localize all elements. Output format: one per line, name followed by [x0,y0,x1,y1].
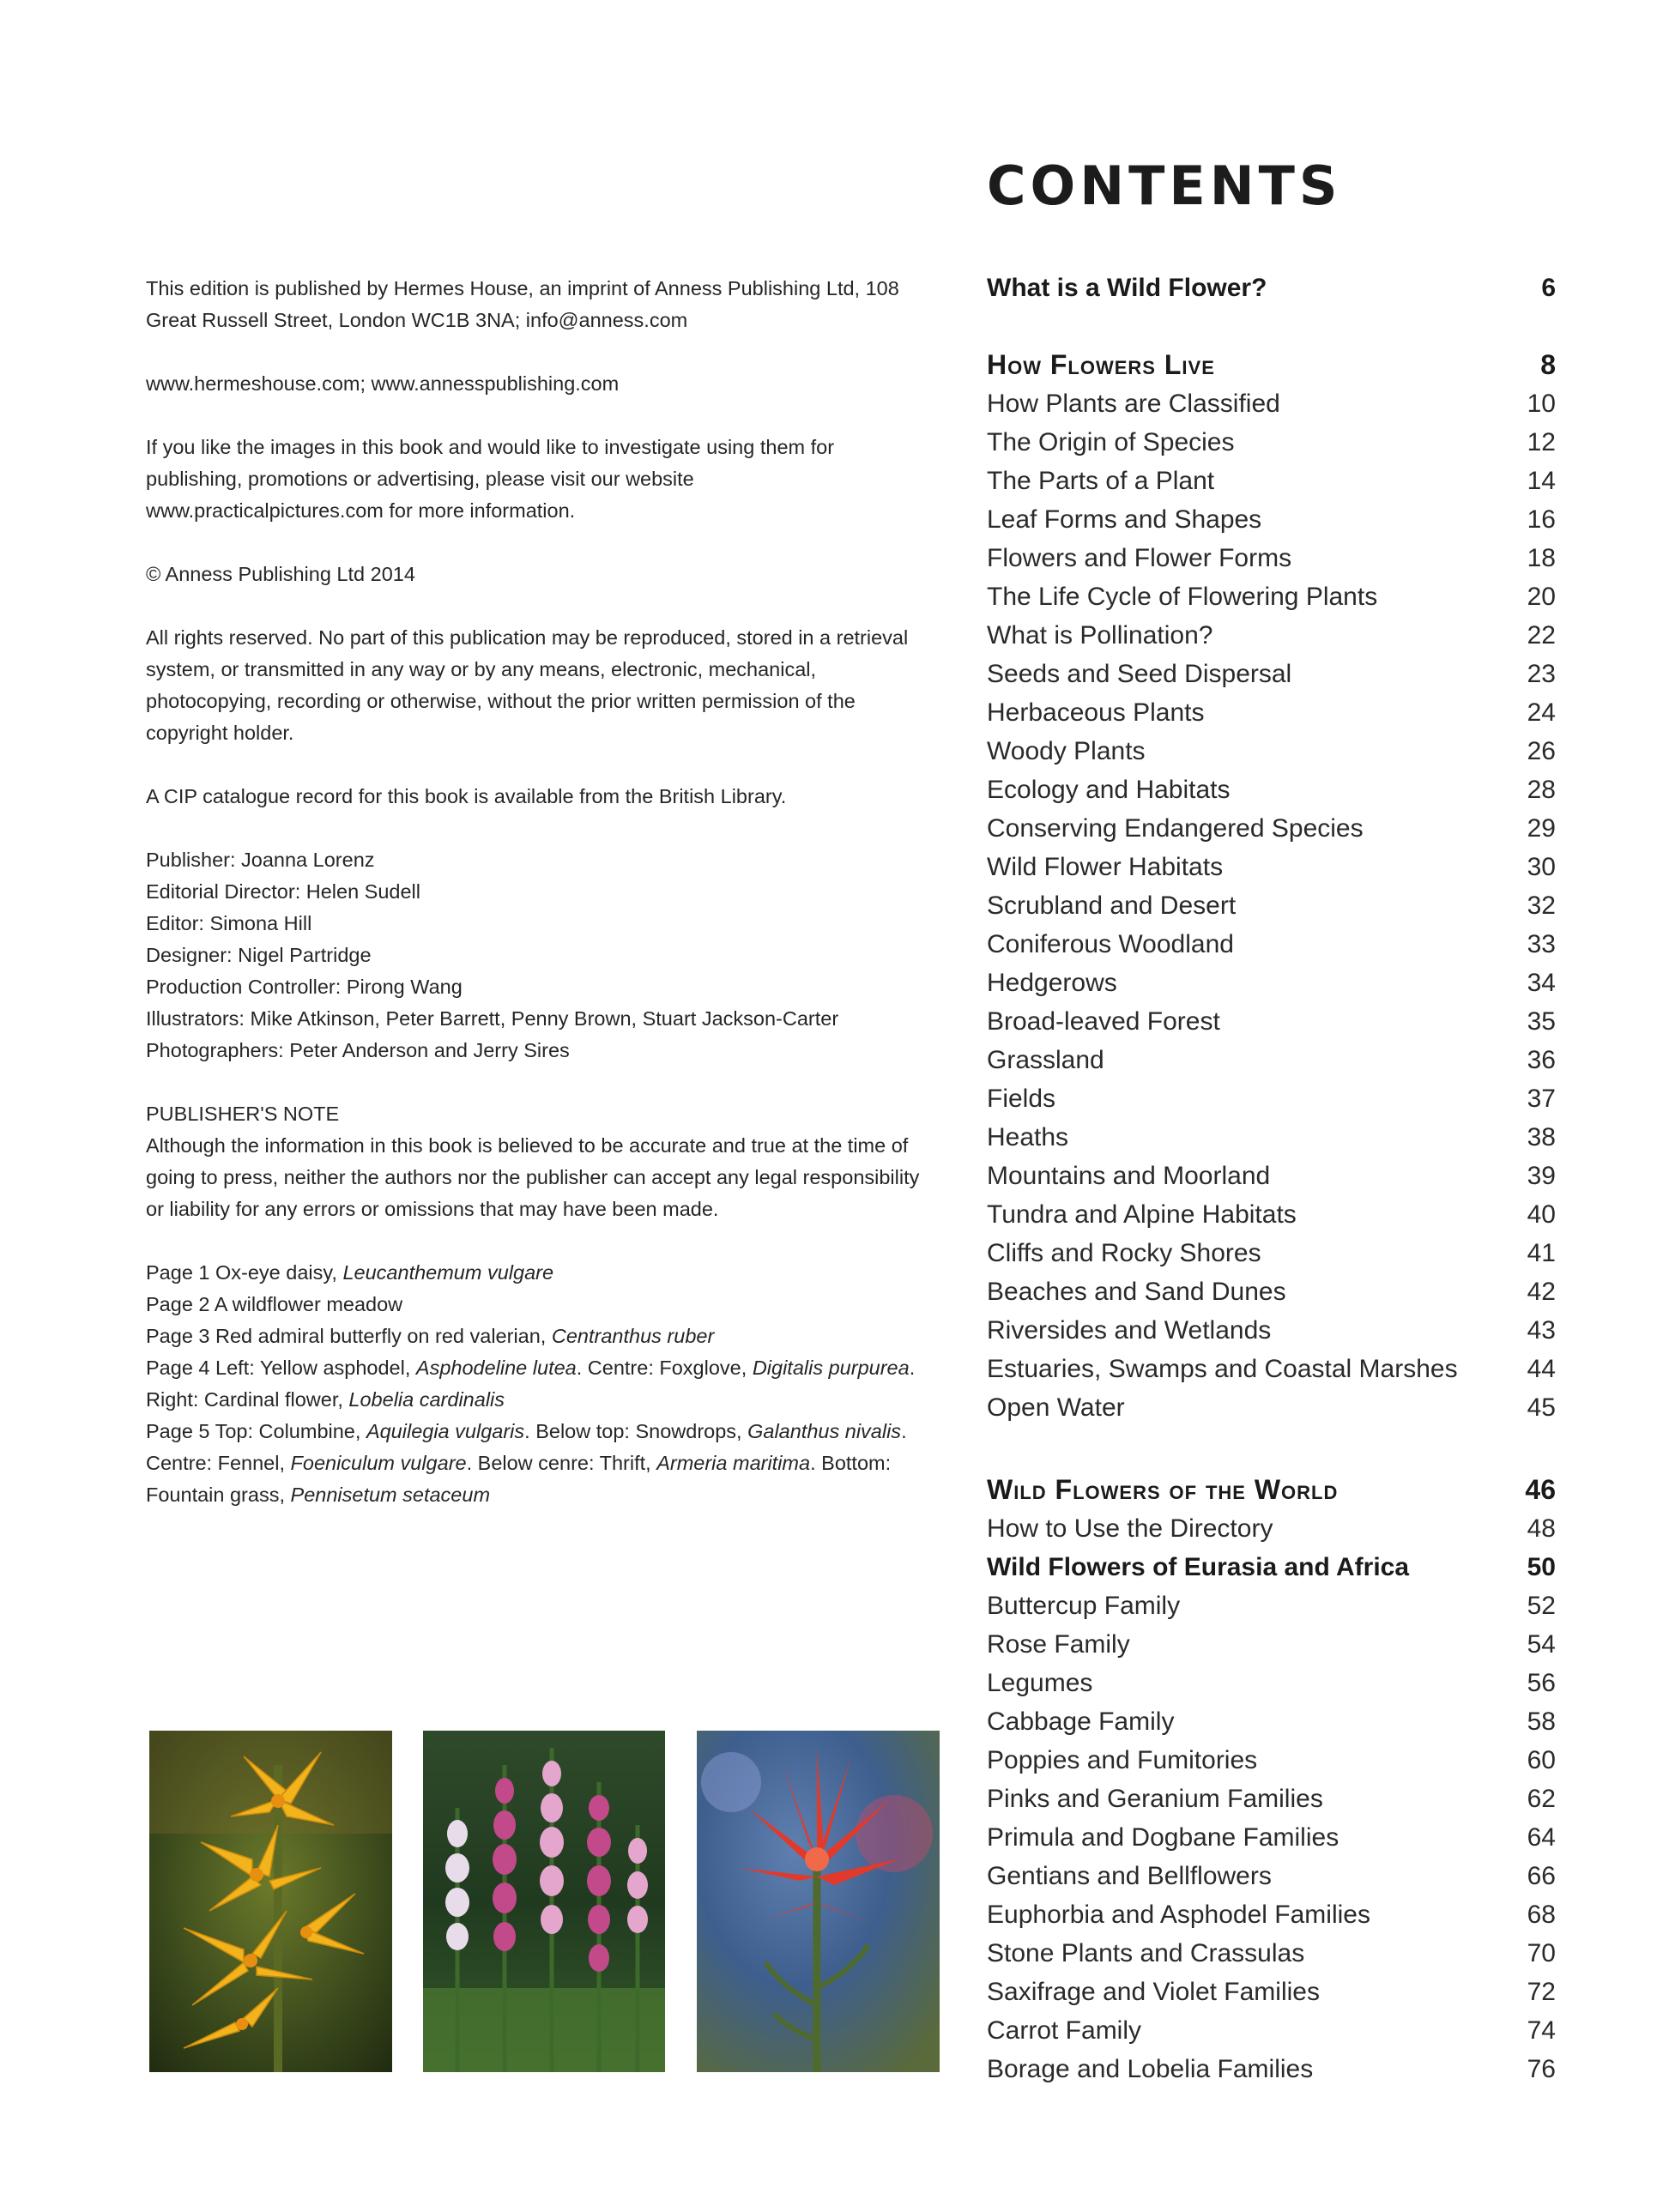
toc-entry-page: 45 [1527,1393,1556,1422]
rights-statement: All rights reserved. No part of this publication may be reproduced, stored in a retrieval system, or transmitted in any way or by any means, electronic, mechanical, photocopying, recording or otherwise, without the prior written permission of the copyright holder. [146,626,909,744]
credits-list [146,844,922,1067]
publishers-note-heading: PUBLISHER'S NOTE [146,1103,340,1125]
publishers-note-text: Although the information in this book is believed to be accurate and true at the time of going to press, neither the authors nor the publisher can accept any legal responsibility or liability for any errors or omissions that may have been made. [146,1134,920,1220]
toc-entry-page: 24 [1527,698,1556,727]
toc-entry-page: 58 [1527,1707,1556,1736]
toc-entry-label: Pinks and Geranium Families [987,1785,1323,1813]
toc-entry [987,1195,1556,1234]
toc-entry-label: Wild Flower Habitats [987,853,1224,881]
toc-entry-label: What is a Wild Flower? [987,274,1267,302]
toc-entry-page: 10 [1527,390,1556,418]
toc-entry-page: 48 [1527,1514,1556,1543]
toc-entry-label: How to Use the Directory [987,1514,1273,1543]
toc-entry [987,423,1556,462]
toc-entry-page: 62 [1527,1785,1556,1813]
toc-entry-label: Poppies and Fumitories [987,1746,1258,1774]
toc-entry-page: 70 [1527,1939,1556,1967]
toc-entry-label: Borage and Lobelia Families [987,2055,1314,2083]
toc-entry [987,1780,1556,1818]
toc-entry [987,693,1556,732]
toc-entry-label: Ecology and Habitats [987,776,1231,804]
toc-entry [987,462,1556,500]
toc-entry [987,500,1556,539]
toc-entry-page: 38 [1527,1123,1556,1151]
toc-entry-page: 44 [1527,1355,1556,1383]
contents-title: CONTENTS [987,154,1342,217]
toc-entry-label: The Origin of Species [987,428,1235,456]
toc-entry-page: 26 [1527,737,1556,765]
toc-entry-label: Leaf Forms and Shapes [987,505,1262,534]
foxglove-image [423,1731,665,2072]
credit-line: Illustrators: Mike Atkinson, Peter Barrett, Penny Brown, Stuart Jackson-Carter [146,1007,839,1030]
toc-entry-page: 6 [1541,274,1556,302]
caption-page-4: Page 4 Left: Yellow asphodel, Asphodeline lutea. Centre: Foxglove, Digitalis purpurea. Right: Cardinal flower, Lobelia cardinalis [146,1357,916,1411]
toc-entry [987,1079,1556,1118]
credit-line: Designer: Nigel Partridge [146,944,372,966]
toc-entry-page: 23 [1527,660,1556,688]
toc-entry-page: 76 [1527,2055,1556,2083]
toc-entry-page: 34 [1527,969,1556,997]
toc-heading [987,269,1556,307]
toc-entry [987,925,1556,964]
toc-entry [987,1041,1556,1079]
toc-entry [987,384,1556,423]
yellow-asphodel-image [149,1731,392,2072]
toc-entry-label: How Plants are Classified [987,390,1280,418]
toc-entry [987,1895,1556,1934]
toc-entry-label: Legumes [987,1669,1093,1697]
credit-line: Production Controller: Pirong Wang [146,976,463,998]
publishers-note [146,1098,922,1225]
images-note: If you like the images in this book and would like to investigate using them for publishing, promotions or advertising, please visit our website www.practicalpictures.com for more information. [146,436,835,522]
credit-line: Editorial Director: Helen Sudell [146,880,421,903]
toc-entry-page: 64 [1527,1823,1556,1852]
cip-statement: A CIP catalogue record for this book is available from the British Library. [146,785,787,807]
toc-entry-label: Wild Flowers of the World [987,1474,1339,1505]
toc-entry-page: 8 [1540,349,1556,380]
toc-entry-label: Stone Plants and Crassulas [987,1939,1305,1967]
toc-entry-page: 16 [1527,505,1556,534]
toc-entry-label: Flowers and Flower Forms [987,544,1292,572]
caption-page-5: Page 5 Top: Columbine, Aquilegia vulgaris. Below top: Snowdrops, Galanthus nivalis. Centre: Fennel, Foeniculum vulgare. Below cenre: Thrift, Armeria maritima. Bottom: Fountain grass, Pennisetum setaceum [146,1420,907,1506]
toc-entry [987,1625,1556,1664]
toc-entry [987,1311,1556,1350]
toc-entry-label: Primula and Dogbane Families [987,1823,1339,1852]
toc-entry-page: 41 [1527,1239,1556,1267]
toc-entry [987,886,1556,925]
toc-entry [987,1002,1556,1041]
imprint-block [146,273,922,1543]
toc-entry-page: 56 [1527,1669,1556,1697]
toc-entry-label: Coniferous Woodland [987,930,1234,958]
cardinal-flower-image [697,1731,940,2072]
toc-entry [987,655,1556,693]
toc-entry [987,732,1556,771]
toc-entry-label: Broad-leaved Forest [987,1007,1220,1036]
toc-entry-label: Euphorbia and Asphodel Families [987,1901,1370,1929]
toc-entry-label: Cabbage Family [987,1707,1175,1736]
toc-entry [987,809,1556,848]
toc-entry [987,1157,1556,1195]
cardinal-flower-photo [697,1731,940,2072]
toc-entry [987,1350,1556,1388]
toc-entry-label: Scrubland and Desert [987,891,1237,920]
toc-entry-label: Open Water [987,1393,1125,1422]
toc-entry [987,848,1556,886]
toc-entry-page: 32 [1527,891,1556,920]
toc-entry-page: 20 [1527,583,1556,611]
toc-entry [987,1857,1556,1895]
toc-entry-page: 18 [1527,544,1556,572]
toc-entry-label: The Life Cycle of Flowering Plants [987,583,1378,611]
credit-line: Publisher: Joanna Lorenz [146,849,375,871]
toc-section-heading [987,346,1556,384]
toc-entry-label: Wild Flowers of Eurasia and Africa [987,1553,1410,1581]
picture-captions [146,1257,922,1511]
toc-entry-page: 52 [1527,1592,1556,1620]
toc-entry-label: Heaths [987,1123,1069,1151]
toc-heading [987,1548,1556,1586]
toc-entry [987,1741,1556,1780]
toc-entry-page: 30 [1527,853,1556,881]
toc-entry-page: 46 [1525,1474,1556,1505]
foxglove-photo [423,1731,665,2072]
toc-entry [987,1234,1556,1272]
toc-entry [987,2011,1556,2050]
toc-entry-label: Woody Plants [987,737,1146,765]
toc-entry-page: 29 [1527,814,1556,843]
toc-entry [987,616,1556,655]
credit-line: Photographers: Peter Anderson and Jerry Sires [146,1039,570,1061]
toc-entry-label: Tundra and Alpine Habitats [987,1200,1297,1229]
toc-entry [987,539,1556,577]
toc-entry [987,1388,1556,1427]
toc-entry-page: 36 [1527,1046,1556,1074]
toc-entry-page: 50 [1527,1553,1556,1581]
caption-page-1: Page 1 Ox-eye daisy, Leucanthemum vulgare [146,1261,554,1284]
toc-entry-page: 14 [1527,467,1556,495]
toc-entry-page: 68 [1527,1901,1556,1929]
toc-entry-page: 39 [1527,1162,1556,1190]
toc-entry-label: Fields [987,1085,1056,1113]
toc-entry-page: 42 [1527,1278,1556,1306]
toc-entry-label: Estuaries, Swamps and Coastal Marshes [987,1355,1458,1383]
toc-entry-label: Beaches and Sand Dunes [987,1278,1286,1306]
toc-entry-page: 43 [1527,1316,1556,1345]
toc-entry [987,1702,1556,1741]
toc-entry-page: 28 [1527,776,1556,804]
toc-entry-label: Grassland [987,1046,1104,1074]
toc-entry-label: Carrot Family [987,2016,1142,2045]
toc-entry-label: Conserving Endangered Species [987,814,1364,843]
toc-entry [987,1934,1556,1973]
toc-entry [987,577,1556,616]
toc-entry-label: Saxifrage and Violet Families [987,1978,1320,2006]
toc-entry-label: Mountains and Moorland [987,1162,1271,1190]
toc-entry [987,1973,1556,2011]
toc-entry-page: 72 [1527,1978,1556,2006]
toc-entry-page: 33 [1527,930,1556,958]
yellow-asphodel-photo [149,1731,392,2072]
toc-entry-page: 40 [1527,1200,1556,1229]
toc-entry [987,1818,1556,1857]
toc-entry [987,1272,1556,1311]
toc-entry-label: How Flowers Live [987,349,1215,380]
toc-entry-label: Gentians and Bellflowers [987,1862,1272,1890]
toc-entry-label: Cliffs and Rocky Shores [987,1239,1261,1267]
toc-entry [987,1118,1556,1157]
toc-entry-page: 37 [1527,1085,1556,1113]
toc-entry-page: 54 [1527,1630,1556,1659]
toc-entry-page: 60 [1527,1746,1556,1774]
toc-entry-page: 74 [1527,2016,1556,2045]
toc-entry [987,1509,1556,1548]
edition-statement: This edition is published by Hermes House, an imprint of Anness Publishing Ltd, 108 Great Russell Street, London WC1B 3NA; info@anness.com [146,277,899,331]
toc-entry [987,771,1556,809]
toc-entry-label: Herbaceous Plants [987,698,1205,727]
caption-page-3: Page 3 Red admiral butterfly on red valerian, Centranthus ruber [146,1325,715,1347]
toc-entry-label: Seeds and Seed Dispersal [987,660,1292,688]
copyright-line: © Anness Publishing Ltd 2014 [146,563,415,585]
caption-page-2: Page 2 A wildflower meadow [146,1293,403,1315]
toc-entry-label: Hedgerows [987,969,1117,997]
toc-section-heading [987,1471,1556,1509]
toc-entry-label: Buttercup Family [987,1592,1181,1620]
credit-line: Editor: Simona Hill [146,912,312,934]
toc-entry-label: The Parts of a Plant [987,467,1215,495]
toc-entry-page: 66 [1527,1862,1556,1890]
toc-entry-page: 35 [1527,1007,1556,1036]
toc-entry-page: 12 [1527,428,1556,456]
toc-entry-label: What is Pollination? [987,621,1213,650]
toc-entry [987,964,1556,1002]
toc-entry [987,1586,1556,1625]
websites: www.hermeshouse.com; www.annesspublishing.com [146,372,620,395]
table-of-contents [987,269,1556,2088]
toc-entry [987,1664,1556,1702]
toc-entry [987,2050,1556,2088]
toc-entry-label: Riversides and Wetlands [987,1316,1272,1345]
toc-entry-page: 22 [1527,621,1556,650]
toc-entry-label: Rose Family [987,1630,1130,1659]
